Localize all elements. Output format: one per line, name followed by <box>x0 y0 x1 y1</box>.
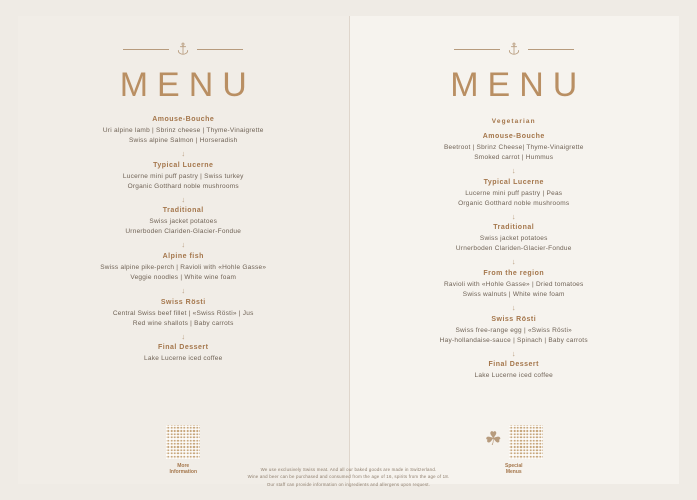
qr-row <box>485 425 543 459</box>
course <box>369 179 660 209</box>
course-line: Smoked carrot | Hummus <box>474 154 554 162</box>
course-line: Lucerne mini puff pastry | Peas <box>465 189 563 197</box>
qr-caption-line1: More <box>177 462 190 469</box>
course <box>38 116 329 146</box>
course-line: Urnerboden Clariden-Glacier-Fondue <box>455 245 572 253</box>
course-line: Lake Lucerne iced coffee <box>474 372 553 380</box>
ornament-line-left <box>123 49 169 50</box>
course-line: Swiss alpine pike-perch | Ravioli with «Hohle Gasse» <box>100 263 267 271</box>
course-line: Hay-hollandaise-sauce | Spinach | Baby carrots <box>439 336 588 344</box>
course-line: Central Swiss beef fillet | «Swiss Rösti» | Jus <box>112 309 254 317</box>
course-line: Organic Gotthard noble mushrooms <box>127 182 239 190</box>
course-line: Swiss free-range egg | «Swiss Rösti» <box>455 326 573 334</box>
page-title-right: MENU <box>450 66 587 104</box>
course-title: Alpine fish <box>162 252 204 260</box>
course-title: Traditional <box>162 207 204 215</box>
course-arrow-icon: ↓ <box>511 166 516 176</box>
page-fold-divider <box>349 16 350 484</box>
course-list-left <box>38 116 329 364</box>
course-title: Typical Lucerne <box>153 161 214 169</box>
page-subtitle-right: Vegetarian <box>491 118 536 125</box>
course <box>369 224 660 254</box>
course-title: Traditional <box>493 224 535 232</box>
course-line: Swiss jacket potatoes <box>479 235 548 243</box>
qr-caption-line1: Special <box>504 462 523 469</box>
course-line: Urnerboden Clariden-Glacier-Fondue <box>125 228 242 236</box>
course <box>369 133 660 163</box>
course-title: Amouse-Bouche <box>482 133 545 140</box>
course-list-right <box>369 133 660 381</box>
course-title: Final Dessert <box>488 361 539 369</box>
course-line: Lucerne mini puff pastry | Swiss turkey <box>122 172 244 180</box>
course-title: From the region <box>483 269 545 277</box>
course-line: Swiss jacket potatoes <box>149 218 218 226</box>
course-title: Swiss Rösti <box>491 315 537 323</box>
anchor-icon <box>175 41 191 57</box>
course-line: Uri alpine lamb | Sbrinz cheese | Thyme-Vinaigrette <box>102 127 264 134</box>
ornament-left <box>123 42 243 56</box>
ornament-line-right <box>528 49 574 50</box>
course <box>38 299 329 329</box>
qr-row <box>166 425 200 459</box>
vegetarian-leaf-icon: ☘ <box>484 429 502 450</box>
course-arrow-icon: ↓ <box>181 240 186 250</box>
right-menu-panel <box>349 16 680 484</box>
footnote-line-2: Wine and beer can be purchased and consumed from the age of 16, spirits from the age of 18. <box>247 474 450 480</box>
course-arrow-icon: ↓ <box>511 303 516 312</box>
footnote-line-1: We use exclusively Swiss meat. And all our baked goods are made in Switzerland. <box>260 466 437 472</box>
footnote <box>0 466 697 488</box>
course-title: Amouse-Bouche <box>152 116 215 123</box>
ornament-right <box>454 42 574 56</box>
ornament-line-right <box>197 49 243 50</box>
course-line: Beetroot | Sbrinz Cheese| Thyme-Vinaigrette <box>443 144 584 151</box>
course-title: Swiss Rösti <box>160 298 206 306</box>
course-line: Lake Lucerne iced coffee <box>143 355 223 363</box>
menu-sheet <box>18 16 679 484</box>
course-title: Final Dessert <box>158 344 209 352</box>
course-arrow-icon: ↓ <box>181 194 186 204</box>
page-title-left: MENU <box>119 66 256 104</box>
left-menu-panel <box>18 16 349 484</box>
qr-code-icon[interactable] <box>166 425 200 459</box>
course <box>38 253 329 283</box>
course-line: Ravioli with «Hohle Gasse» | Dried tomatoes <box>443 280 584 288</box>
course-arrow-icon: ↓ <box>511 257 516 267</box>
qr-caption-line2: Menus <box>505 469 522 476</box>
course <box>369 361 660 381</box>
footnote-line-3: Our staff can provide information on ingredients and allergens upon request. <box>266 481 431 487</box>
course-arrow-icon: ↓ <box>511 211 516 221</box>
course-arrow-icon: ↓ <box>511 348 516 358</box>
course <box>369 270 660 300</box>
course-title: Typical Lucerne <box>483 178 544 186</box>
course-line: Swiss walnuts | White wine foam <box>462 290 565 298</box>
course-line: Veggie noodles | White wine foam <box>130 273 237 281</box>
course-line: Red wine shallots | Baby carrots <box>132 319 234 327</box>
course-arrow-icon: ↓ <box>181 286 186 295</box>
course <box>369 316 660 346</box>
course-arrow-icon: ↓ <box>181 149 186 159</box>
course <box>38 344 329 364</box>
course <box>38 207 329 237</box>
course-line: Organic Gotthard noble mushrooms <box>458 199 570 207</box>
course-line: Swiss alpine Salmon | Horseradish <box>128 137 238 145</box>
anchor-icon <box>506 41 522 57</box>
qr-caption-line2: Information <box>169 469 197 476</box>
course <box>38 162 329 192</box>
course-arrow-icon: ↓ <box>181 331 186 341</box>
ornament-line-left <box>454 49 500 50</box>
qr-code-icon[interactable] <box>509 425 543 459</box>
